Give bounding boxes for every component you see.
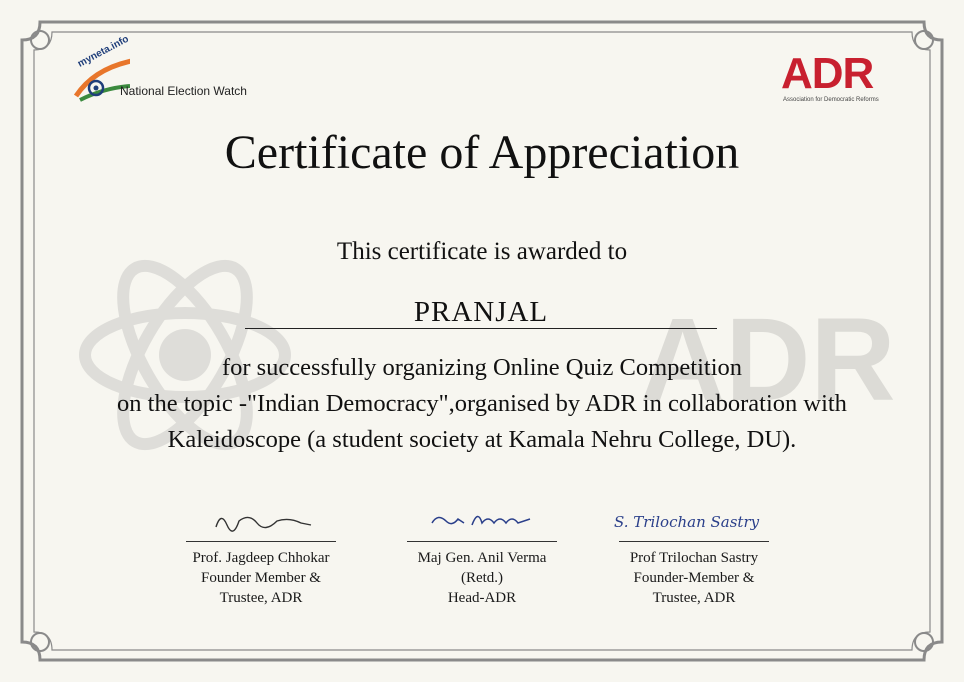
signature-text: S. Trilochan Sastry — [614, 513, 760, 531]
awarded-to-label: This certificate is awarded to — [336, 238, 628, 265]
signatory-name: Prof Trilochan Sastry — [629, 550, 759, 566]
signatory-block — [382, 505, 582, 608]
certificate-body — [0, 350, 964, 458]
myneta-wordmark: myneta.info — [76, 33, 131, 70]
adr-wordmark: ADR — [781, 49, 874, 98]
certificate-title: Certificate of Appreciation — [224, 126, 740, 179]
signature-line — [407, 541, 557, 542]
signatory-name: Prof. Jagdeep Chhokar — [192, 550, 330, 566]
handwritten-signature — [161, 505, 361, 535]
handwritten-signature — [594, 505, 794, 535]
watermark-adr-label: ADR — [640, 300, 896, 426]
signatory-role: Head-ADR — [447, 590, 517, 606]
adr-subtitle: Association for Democratic Reforms — [783, 97, 879, 103]
signatory-name: Maj Gen. Anil Verma — [417, 550, 547, 566]
signature-line — [186, 541, 336, 542]
signature-line — [619, 541, 769, 542]
signatory-block — [161, 505, 361, 608]
body-line: on the topic -"Indian Democracy",organised by ADR in collaboration with — [117, 390, 847, 417]
signatory-role: Trustee, ADR — [652, 590, 736, 606]
adr-logo — [775, 49, 895, 107]
body-line: Kaleidoscope (a student society at Kamala Nehru College, DU). — [167, 426, 797, 453]
signatory-block — [594, 505, 794, 608]
signatory-role: Founder-Member & — [633, 570, 755, 586]
national-election-watch-logo — [70, 33, 260, 108]
signatory-role: Founder Member & — [201, 570, 321, 586]
recipient-name: PRANJAL — [245, 296, 717, 329]
handwritten-signature — [382, 505, 582, 535]
body-line: for successfully organizing Online Quiz Competition — [221, 354, 743, 381]
signatory-role: Trustee, ADR — [219, 590, 303, 606]
national-election-watch-label: National Election Watch — [120, 84, 247, 98]
signatory-role: (Retd.) — [460, 570, 504, 586]
